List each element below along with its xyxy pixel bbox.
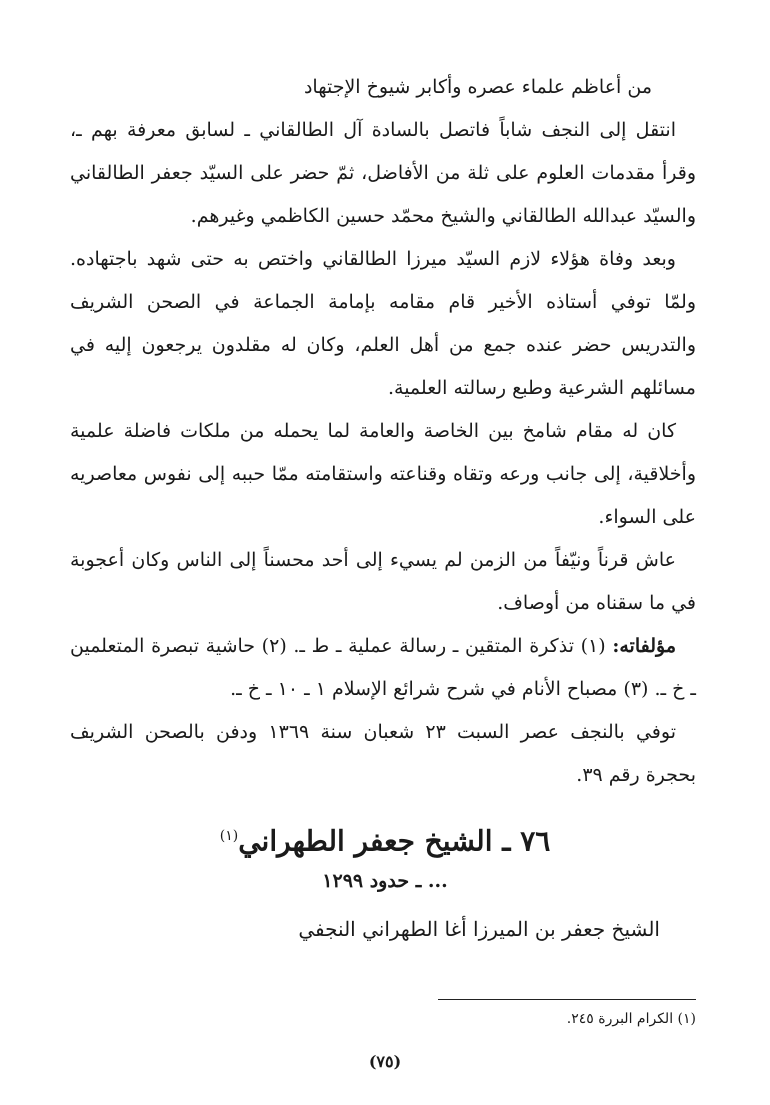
works-label: مؤلفاته:	[612, 635, 677, 657]
body-text	[70, 66, 696, 797]
works-text: (١) تذكرة المتقين ـ رسالة عملية ـ ط ـ. (٢) حاشية تبصرة المتعلمين ـ خ ـ. (٣) مصباح الأنام في شرح شرائع الإسلام ١ ـ ١٠ ـ خ ـ.	[70, 635, 696, 700]
footnote: (١) الكرام البررة ٢٤٥.	[566, 1011, 696, 1027]
footnote-marker: (١)	[219, 828, 239, 844]
paragraph-death: توفي بالنجف عصر السبت ٢٣ شعبان سنة ١٣٦٩ ودفن بالصحن الشريف بحجرة رقم ٣٩.	[70, 721, 696, 786]
paragraph-longevity: عاش قرناً ونيّفاً من الزمن لم يسيء إلى أحد محسناً إلى الناس وكان أعجوبة في ما سقناه من أوصاف.	[70, 549, 696, 614]
entry-dates: ... ـ حدود ١٢٩٩	[322, 870, 448, 892]
paragraph-works	[70, 625, 696, 711]
paragraph-character: كان له مقام شامخ بين الخاصة والعامة لما يحمله من ملكات فاضلة علمية وأخلاقية، إلى جانب ورعه وتقاه وقناعته واستقامته ممّا حببه إلى نفوس معاصريه على السواء.	[70, 420, 696, 528]
paragraph-teachers: وبعد وفاة هؤلاء لازم السيّد ميرزا الطالقاني واختص به حتى شهد باجتهاده. ولمّا توفي أستاذه الأخير قام مقامه بإمامة الجماعة في الصحن الشريف والتدريس حضر عنده جمع من أهل العلم، وكان له مقلدون يرجعون إليه في مسائلهم الشرعية وطبع رسالته العلمية.	[70, 248, 696, 399]
paragraph-intro: من أعاظم علماء عصره وأكابر شيوخ الإجتهاد	[303, 76, 652, 98]
entry-title-text: ٧٦ ـ الشيخ جعفر الطهراني	[238, 824, 551, 858]
page-number: (٧٥)	[368, 1052, 402, 1071]
entry-full-name: الشيخ جعفر بن الميرزا أغا الطهراني النجفي	[298, 917, 660, 941]
paragraph-move-to-najaf: انتقل إلى النجف شاباً فاتصل بالسادة آل الطالقاني ـ لسابق معرفة بهم ـ، وقرأ مقدمات العلوم على ثلة من الأفاضل، ثمّ حضر على السيّد جعفر الطالقاني والسيّد عبدالله الطالقاني والشيخ محمّد حسين الكاظمي وغيرهم.	[70, 119, 696, 227]
footnote-divider	[438, 999, 696, 1000]
entry-title	[0, 814, 770, 863]
